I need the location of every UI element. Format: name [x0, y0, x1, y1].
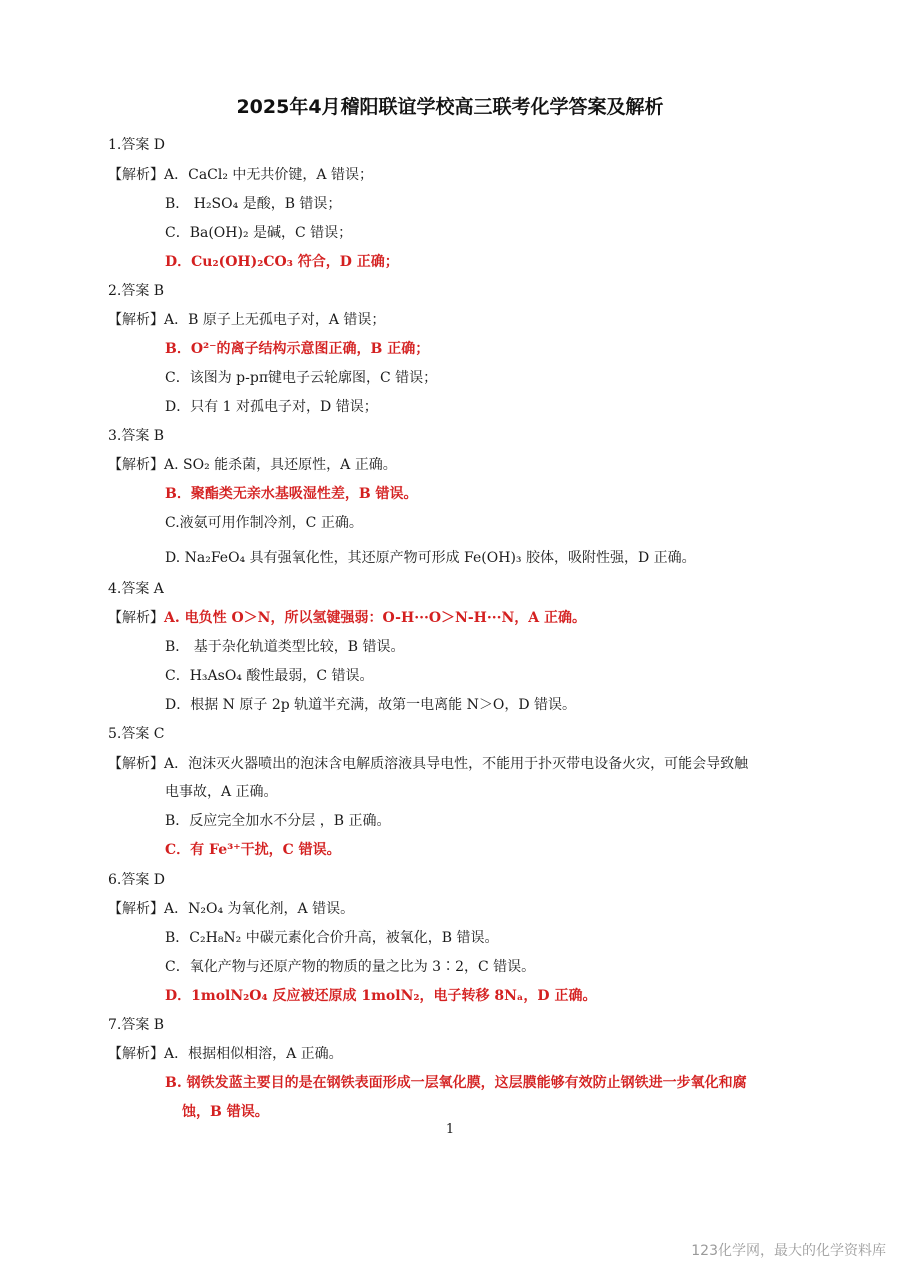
explanation-text: 蚀，B 错误。 [182, 1104, 269, 1120]
explanation-label: 【解析】 [108, 901, 164, 917]
answer-heading: 6.答案 D [108, 872, 166, 888]
explanation-line [165, 251, 399, 271]
explanation-text: C.液氨可用作制冷剂，C 正确。 [165, 515, 363, 531]
explanation-line [108, 898, 354, 918]
explanation-line [165, 512, 363, 532]
explanation-line [182, 1101, 269, 1121]
answer-heading: 1.答案 D [108, 137, 166, 153]
explanation-line [165, 956, 535, 976]
explanation-label: 【解析】 [108, 756, 164, 772]
explanation-text: A．泡沫灭火器喷出的泡沫含电解质溶液具导电性，不能用于扑灭带电设备火灾，可能会导致触 [164, 756, 749, 772]
explanation-text: A．根据相似相溶，A 正确。 [164, 1046, 343, 1062]
explanation-line [165, 927, 498, 947]
explanation-text: B．反应完全加水不分层 ，B 正确。 [165, 813, 391, 829]
answer-heading: 7.答案 B [108, 1017, 165, 1033]
explanation-line [165, 839, 341, 859]
answer-heading: 5.答案 C [108, 726, 165, 742]
explanation-text: B．C₂H₈N₂ 中碳元素化合价升高，被氧化，B 错误。 [165, 930, 499, 946]
explanation-line [108, 454, 397, 474]
page-number: 1 [445, 1122, 455, 1137]
explanation-text: D．根据 N 原子 2p 轨道半充满，故第一电离能 N＞O，D 错误。 [165, 697, 576, 713]
explanation-line [165, 396, 378, 416]
explanation-label: 【解析】 [108, 167, 164, 183]
explanation-text: C．H₃AsO₄ 酸性最弱，C 错误。 [165, 668, 374, 684]
explanation-text: D．1molN₂O₄ 反应被还原成 1molN₂，电子转移 8Nₐ，D 正确。 [165, 988, 597, 1004]
explanation-text: A．CaCl₂ 中无共价键，A 错误； [164, 167, 373, 183]
explanation-line [165, 694, 576, 714]
explanation-line [165, 222, 352, 242]
explanation-text: B． H₂SO₄ 是酸，B 错误； [165, 196, 342, 212]
explanation-label: 【解析】 [108, 312, 164, 328]
explanation-text: A．B 原子上无孤电子对，A 错误； [164, 312, 386, 328]
explanation-line [165, 636, 404, 656]
explanation-line [165, 338, 429, 358]
explanation-text: A. SO₂ 能杀菌，具还原性，A 正确。 [164, 457, 397, 473]
explanation-line [108, 1043, 343, 1063]
explanation-text: C．该图为 p-pπ键电子云轮廓图，C 错误； [165, 370, 438, 386]
explanation-line [108, 753, 748, 773]
explanation-line [165, 193, 341, 213]
explanation-line [108, 164, 373, 184]
explanation-line [165, 781, 278, 801]
explanation-line [165, 547, 696, 567]
explanation-text: A. 电负性 O＞N，所以氢键强弱：O-H···O＞N-H···N，A 正确。 [164, 610, 587, 626]
explanation-text: D．Cu₂(OH)₂CO₃ 符合，D 正确； [165, 254, 399, 270]
explanation-text: C．Ba(OH)₂ 是碱，C 错误； [165, 225, 353, 241]
explanation-text: 电事故，A 正确。 [165, 784, 278, 800]
explanation-label: 【解析】 [108, 610, 164, 626]
explanation-text: A．N₂O₄ 为氧化剂，A 错误。 [164, 901, 355, 917]
explanation-text: C．有 Fe³⁺干扰，C 错误。 [165, 842, 341, 858]
explanation-text: C．氧化产物与还原产物的物质的量之比为 3∶2，C 错误。 [165, 959, 536, 975]
explanation-line [165, 1072, 747, 1092]
explanation-text: B．聚酯类无亲水基吸湿性差，B 错误。 [165, 486, 418, 502]
explanation-line [165, 367, 437, 387]
explanation-text: B．O²⁻的离子结构示意图正确，B 正确； [165, 341, 430, 357]
answer-heading: 3.答案 B [108, 428, 165, 444]
explanation-line [165, 483, 418, 503]
explanation-line [165, 985, 596, 1005]
explanation-line [165, 665, 374, 685]
explanation-line [108, 309, 385, 329]
explanation-line [108, 607, 586, 627]
explanation-label: 【解析】 [108, 457, 164, 473]
explanation-text: B． 基于杂化轨道类型比较，B 错误。 [165, 639, 405, 655]
answer-heading: 4.答案 A [108, 581, 164, 597]
answer-heading: 2.答案 B [108, 283, 165, 299]
explanation-line [165, 810, 390, 830]
page-title: 2025年4月稽阳联谊学校高三联考化学答案及解析 [236, 96, 664, 118]
explanation-label: 【解析】 [108, 1046, 164, 1062]
explanation-text: D. Na₂FeO₄ 具有强氧化性，其还原产物可形成 Fe(OH)₃ 胶体，吸附性强，D 正确。 [165, 550, 696, 566]
explanation-text: B. 钢铁发蓝主要目的是在钢铁表面形成一层氧化膜，这层膜能够有效防止钢铁进一步氧化和腐 [165, 1075, 747, 1091]
explanation-text: D．只有 1 对孤电子对，D 错误； [165, 399, 378, 415]
watermark: 123化学网，最大的化学资料库 [691, 1243, 886, 1259]
